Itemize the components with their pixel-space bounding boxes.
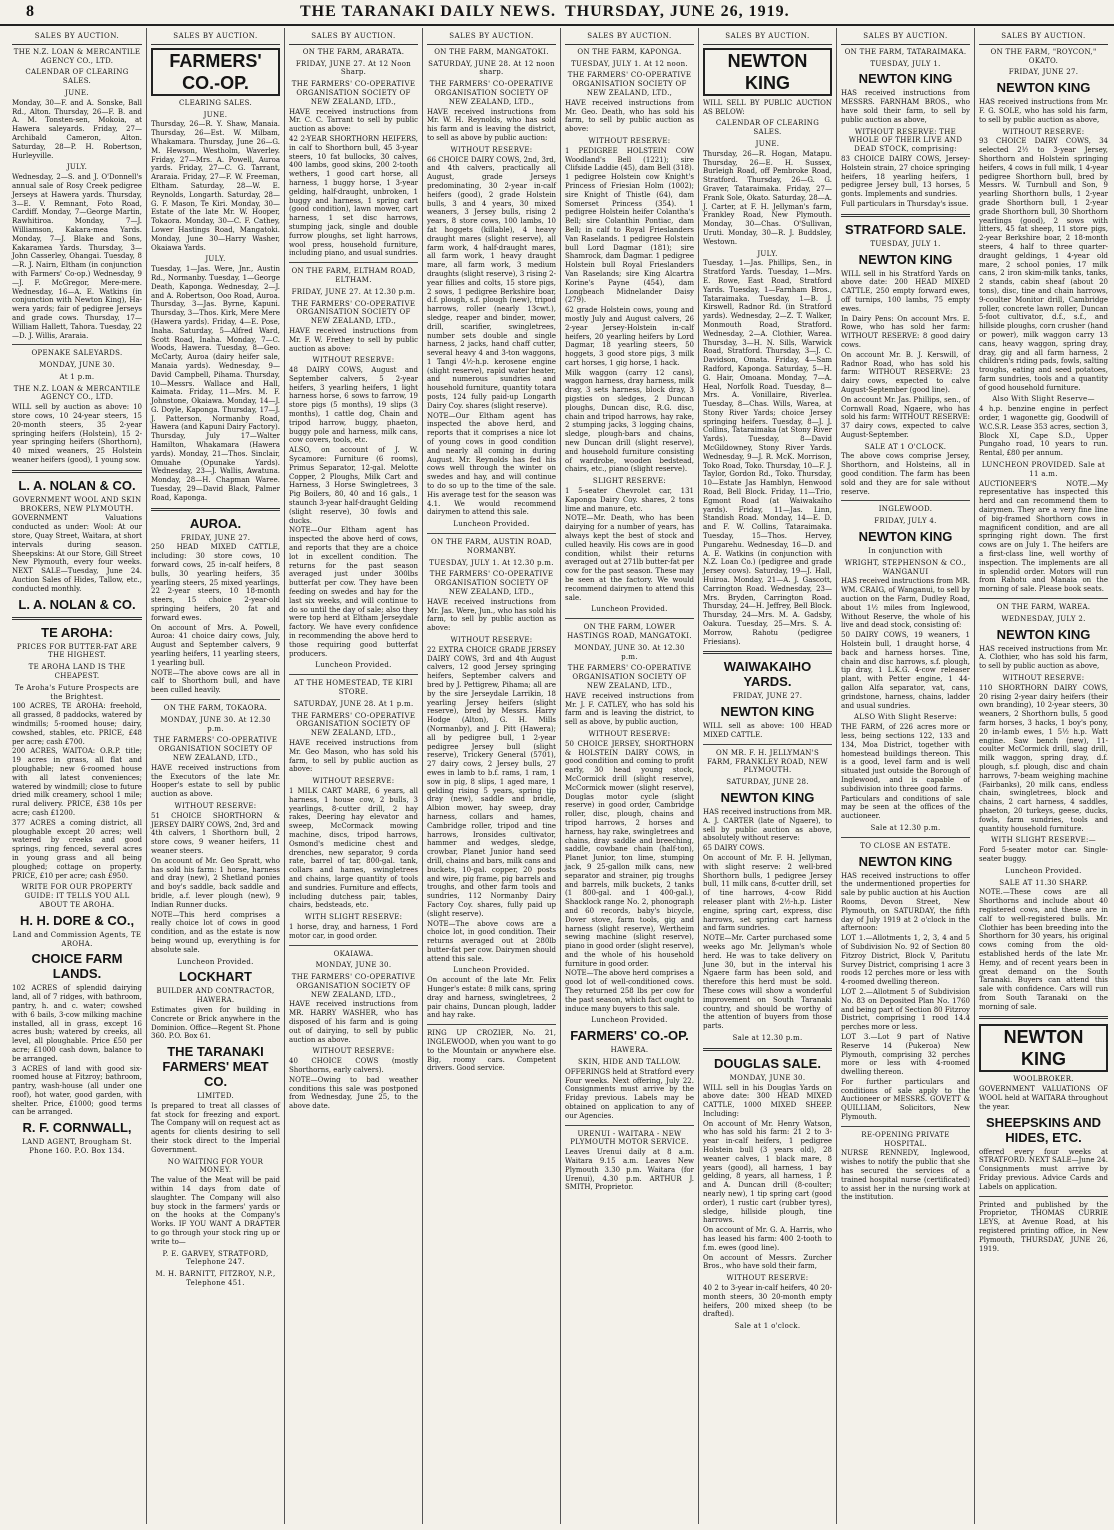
ad-body-text: offered every four weeks at STRATFORD. NEXT SALE—June 24. Consignments must arrive by Friday previous. Advice Cards and Labels on application. xyxy=(979,1147,1108,1191)
ad-subheading: Sale at 12.30 p.m. xyxy=(732,1033,803,1042)
ad-subheading: WITHOUT RESERVE: xyxy=(588,136,671,145)
ad-body-text: LOT 2.—Allotment 5 of Subdivision No. 83 on Deposited Plan No. 1760 and being part of Section 80 Fitzroy District, comprising 1 rood 14.4 perches more or less. xyxy=(841,987,970,1032)
ad-body-text: NOTE.—These cows are all Shorthorns and include about 40 registered cows, and these are in calf to well-registered bulls. Mr. Clothier has been breeding into the Shorthorn for 30 years, his original cows coming from the old-established herds of the late Mr. Hemy, and of recent years been in great demand on the South Taranaki. Buyers can attend this sale with confidence. Cars will run from South Taranaki on the morning of sale. xyxy=(979,888,1108,1011)
ad-subheading: JUNE. xyxy=(65,88,89,97)
column-header: SALES BY AUCTION. xyxy=(703,28,832,45)
divider xyxy=(979,1016,1108,1019)
ad-body-text: RING UP CROZIER, No. 21, INGLEWOOD, when you want to go to the Mountain or anywhere else. Big, roomy cars. Competent drivers. Good service. xyxy=(427,1029,556,1073)
ad-body-text: LOT 1.—Allotments 1, 2, 3, 4 and 5 of Subdivision No. 92 of Section 80 Fitzroy District, Block V, Paritutu Survey District, comprising 1 acre 3 roods 12 perches more or less with 4-roomed dwelling thereon. xyxy=(841,934,970,987)
ad-subheading: WOOLBROKER. xyxy=(1013,1075,1074,1084)
ad-body-text: Particulars and conditions of sale may be seen at the offices of the auctioneer. xyxy=(841,794,970,821)
ad-headline: DOUGLAS SALE. xyxy=(714,1055,821,1071)
ad-body-text: On account Mr. B. J. Kerswill, of Radnor Road, who has sold his farm: WITHOUT RESERVE: 23 dairy cows, expected to calve August-September (good line). xyxy=(841,350,970,394)
ad-subheading: FRIDAY, JUNE 27. xyxy=(1008,68,1079,77)
ad-subheading: TUESDAY, JULY 1. xyxy=(870,59,941,68)
column-header: SALES BY AUCTION. xyxy=(427,28,556,45)
ad-body-text: ALSO, on account of J. W. Sycamore: Furniture (6 rooms), Primus Separator, 12-gal. Melotte Copper, 2 Ploughs, Milk Cart and Harness, 3 Horse Swingletrees, 3 Pig Boilers, 80, 40 and 16 gals., 1 staunch 3-year half-draught Gelding (slight reserve), 30 fowls and ducks. xyxy=(289,446,418,525)
divider xyxy=(12,470,142,473)
ad-body-text: HAVE received instructions from Mr. Geo Mason, who has sold his farm, to sell by public auction as above: xyxy=(289,738,418,774)
ad-body-text: NOTE—Mr. Carter purchased some weeks ago Mr. Jellyman's whole herd. He was to take delivery on June 30, but in the interval his Ngaere farm has been sold, and therefore this herd must be sold. These cows will show a wonderful improvement on South Taranaki country, and should be worthy of the attention of buyers from those parts. xyxy=(703,934,832,1031)
ad-headline: FARMERS' CO.-OP. xyxy=(151,48,280,96)
ad-subheading: WITHOUT RESERVE: xyxy=(1002,674,1085,682)
ad-body-text: Full particulars in Thursday's issue. xyxy=(841,199,969,208)
ad-headline: L. A. NOLAN & CO. xyxy=(18,596,136,612)
ad-body-text: NOTE—Owing to bad weather conditions this sale was postponed from Wednesday, June 25, to the above date. xyxy=(289,1075,418,1111)
ad-subheading: JUNE. xyxy=(203,110,228,119)
ad-body-text: 83 CHOICE DAIRY COWS, Jersey-Holstein strain, 27 choice springing heifers, 18 yearling heifers, 1 pedigree Jersey bull, 13 horses, 5 gonts. Implements and sundries. xyxy=(841,154,970,199)
ad-subheading: SALE AT 11.30 SHARP. xyxy=(999,878,1088,887)
divider xyxy=(565,1125,694,1126)
ad-body-text: 377 ACRES a coming district, all ploughable except 20 acres; well watered by creeks and good springs, ring fenced, several acres in young grass and all being ploughed; cottage on property. PRICE, £10 per acre; cash £950. xyxy=(12,818,142,880)
ad-body-text: Is prepared to treat all classes of fat stock for freezing and export. The Company will on request act as agents for clients desiring to sell their stock direct to the Imperial Government. xyxy=(151,1101,280,1154)
ad-subheading: ON THE FARM, MANGATOKI. xyxy=(434,47,549,56)
ad-headline: NEWTON KING xyxy=(720,704,815,720)
ad-body-text: Tuesday, 1—Jas. Phillips, Sen., in Stratford Yards. Tuesday, 1—Mrs. E. Rowe, East Road, Stratford Yards. Tuesday, 1—Farnham Bros., Tataraimaka. Tuesday, 1—B. J. Kirswell, Radnor Rd. (in Stratford yards). Wednesday, 2—Z. T. Walker, Monmouth Road, Stratford. Wednesday, 2—A. Clothier, Warea. Thursday, 3—H. N. Sills, Warwick Road, Stratford. Thursday, 3—J. C. Davidson, Omata. Friday, 4—Sam Radford, Kaponga. Saturday, 5—H. G. Hair, Omoana. Monday, 7—A. Heal, Norfolk Road. Tuesday, 8—Mrs. A. Vonillaire, Riverlea. Tuesday, 8—Chas. Wills, Warea, at Stony River Yards; choice Jersey springing heifers. Tuesday, 8—J. J. Collins, Tataraimaka (at Stony River Yards). Tuesday, 8—David McGildowney, Stony River Yards. Wednesday, 9—J. R. McK. Morrison, Toko Road, Toko. Thursday, 10—F. J. Taylor, Gordon Rd., Toko. Thursday, 10—Estate Jas Hamblyn, Henwood Road, Bell Block. Friday, 11—Trio, Egmont Road (at Waiwakaiho yards). Friday, 11—Jas. Linn, Standish Road. Monday, 14—E. D. and F. W. Collins, Tataraimaka. Tuesday, 15—Thos. Hervey, Pungarehu. Wednesday, 16—D. and A. E. Watkins (in conjunction with N.Z. Loan Co.) (pedigree and grade Jersey cows). Saturday, 19—J. Hall, Huiroa. Monday, 21—A. J. Gascott, Carrington Road. Wednesday, 23—Mrs. Bryden, Carrington Road. Thursday, 24—H. Jeffrey, Bell Block. Thursday, 24—Mrs. M. A. Gadsby, Oakura. Tuesday, 25—Mrs. S. A. Morrow, Rahotu (pedigree Friesians). xyxy=(703,259,832,646)
ad-subheading: WRITE FOR OUR PROPERTY GUIDE: IT TELLS YOU ALL ABOUT TE AROHA. xyxy=(21,883,133,909)
column-3 xyxy=(284,28,422,1524)
ad-subheading: LUNCHEON PROVIDED. Sale at 11 a.m. xyxy=(981,461,1106,478)
ad-subheading: SATURDAY, JUNE 28. At 12 noon sharp. xyxy=(428,59,555,77)
ad-body-text: 50 CHOICE JERSEY, SHORTHORN & HOLSTEIN DAIRY COWS, in good condition and coming to profit early, 30 head young stock, McCormick drill (slight reserve), McCormick mower (slight reserve), Douglas motor cycle (slight reserve) in good order, Cambridge roller, disc, plough, chains and tripod harrows, 2 horses and harness, hay rake, swingletrees and chains, dray saddle and breeching, saddle, cowbane chain (half-ton), Planet Junior, ton lime, stumping jack, 9 25-gallon milk cans, new separator and strainer, pig troughs and barrels, milk buckets, 2 tanks (1 800-gal. and 1 400-gal.), Shacklock range No. 2, phonograph and 60 records, baby's bicycle, Dover stove, farm tools, gig and harness (slight reserve), Wertheim sewing machine (slight reserve), piano in good order (slight reserve), and the whole of his household furniture in good order. xyxy=(565,739,694,968)
ad-subheading: TUESDAY, JULY 1. xyxy=(870,239,941,248)
ad-headline: THE TARANAKI FARMERS' MEAT CO. xyxy=(162,1044,269,1090)
ad-subheading: MONDAY, JUNE 30. At 12.30 p.m. xyxy=(574,643,685,661)
ad-body-text: HAVE received instructions from Mr. J. F. CATLEY, who has sold his farm and is leaving the district, to sell as above, by public auction, xyxy=(565,691,694,727)
ad-subheading: WITHOUT RESERVE: xyxy=(312,356,395,365)
ad-body-text: HAS received instructions from MESSRS. FARNHAM BROS., who have sold their farm, to sell by public auction as above, xyxy=(841,89,970,124)
ad-subheading: ON THE FARM, KAPONGA. xyxy=(577,47,682,56)
ad-subheading: ON THE FARM, LOWER HASTINGS ROAD, MANGATOKI. xyxy=(567,623,692,640)
ad-subheading: WITHOUT RESERVE: THE WHOLE OF THEIR LIVE AND DEAD STOCK, comprising: xyxy=(848,127,963,154)
ad-subheading: AT THE HOMESTEAD, TE KIRI STORE. xyxy=(294,679,413,696)
ad-subheading: JUNE. xyxy=(755,139,780,148)
ad-body-text: 1 horse, dray, and harness, 1 Ford motor car, in good order. xyxy=(289,922,418,940)
ad-subheading: P. E. GARVEY, STRATFORD, Telephone 247. xyxy=(162,1249,269,1267)
ad-body-text: HAVE received instructions from Mr. F. W. Frethey to sell by public auction as above: xyxy=(289,326,418,353)
ad-subheading: SLIGHT RESERVE: xyxy=(592,477,667,486)
ad-body-text: HAVE received instructions from the Executors of the late Mr. Hooper's estate to sell by public auction as above. xyxy=(151,763,280,799)
ad-headline: NEWTON KING xyxy=(858,71,953,87)
ad-subheading: WITHOUT RESERVE: xyxy=(1002,127,1085,136)
ad-body-text: AUCTIONEER'S NOTE.—My representative has inspected this herd and can recommend them to dairymen. They are a very fine line of big-framed Shorthorn cows in magnificent condition, and are all springing right down. The first cows are on July 1. The heifers are a first-class line, well worthy of inspection. The implements are all in splendid order. Motors will run from Rahotu and Manaia on the morning of sale. Please book seats. xyxy=(979,479,1108,594)
ad-subheading: WITH SLIGHT RESERVE: xyxy=(304,913,403,922)
divider xyxy=(427,1024,556,1025)
ad-subheading: ON THE FARM, WAREA. xyxy=(996,603,1091,612)
column-1 xyxy=(8,28,146,1524)
ad-body-text: Printed and published by the Proprietor, THOMAS CURRIE LEYS, at Avenue Road, at his registered printing office, in New Plymouth, THURSDAY, JUNE 26, 1919. xyxy=(979,1200,1108,1253)
ad-body-text: Monday, 30—F. and A. Sonske, Ball Rd., Alton. Thursday, 26—F. B. and A. M. Tonsten-sen, Mokoia, at Hawera saleyards. Friday, 27—Archibald Cameron, Alton. Saturday, 28—P. H. Robertson, Hurleyville. xyxy=(12,98,142,160)
ad-body-text: On account of Mr. Geo Spratt, who has sold his farm: 1 horse, harness and dray (new), 2 Shetland ponies and boy's saddle, back saddle and bridle, a.f. lever plough (new), 9 Indian Runner ducks. xyxy=(151,856,280,909)
divider xyxy=(289,262,418,263)
ad-subheading: RE-OPENING PRIVATE HOSPITAL. xyxy=(861,1130,950,1148)
ad-body-text: 22 EXTRA CHOICE GRADE JERSEY DAIRY COWS, 3rd and 4th August calvers, 12 good Jersey springing heifers, September calvers and bred by J. Pettigrew, Pihama; all are by the sire Jerseydale Larrikin, 18 yearling Jersey heifers (slight reserve), bred by Messrs. Harry Hodge (Alton), G. H. Mills (Normanby), and J. Pitt (Hawera); all by pedigree bull, 1 2-year pedigree Jersey bull (slight reserve), Trickery General (5701), 27 dairy cows, 2 Jersey bulls, 27 ewes in lamb to b.f. rams, 1 ram, 1 sow in pig, 8 slips, 1 aged mare, 1 gelding rising 5 years, spring tip dray (new), saddle and bridle, Albion mower, hay sweep, dray harness, collars and hames, Cambridge roller, tripod and tine harrows, Ironsides cultivator, hammer and wedges, sledge, crowbar, Planet Junior hand seed drill, chains and bars, milk cans and buckets, 10-gal. copper, 20 posts and wire, pig frame, pig barrels and troughs, and other farm tools and sundries, 112 Normanby Dairy Factory Coy. shares, fully paid up (slight reserve). xyxy=(427,645,556,918)
ad-subheading: JULY. xyxy=(757,249,778,258)
ad-headline: L. A. NOLAN & CO. xyxy=(18,477,136,493)
ad-subheading: TO CLOSE AN ESTATE. xyxy=(860,841,951,850)
ad-subheading: WITHOUT RESERVE: xyxy=(450,145,533,154)
ad-body-text: 1 PEDIGREE HOLSTEIN COW Woodland's Bell (1221); sire Clifside Laddie (45), dam Bell (318). 1 pedigree Holstein cow Knight's Princess of Friesian Holm (1002); sire Knight of Thistle (64), dam Somerset Princess (354). 1 pedigree Holstein heifer Colantha's Bell; sire Colanthin Pontiac, dam Bell; in calf to Royal Frieslanders Van Raselands. 1 pedigree Holstein bull Lord Dagmar (181); sire Shamrock, dam Dagmar. 1 pedigree Holstein bull Royal Frieslanders Van Raselands; sire King Alcartra Korine's Payne (454), dam Longbeach Midnelander Daisy (279). xyxy=(565,146,694,305)
ad-body-text: 1 5-seater Chevrolet car, 131 Kaponga Dairy Coy. shares, 2 tons lime and manure, etc. xyxy=(565,487,694,513)
ad-subheading: ON THE FARM, ELTHAM ROAD, ELTHAM. xyxy=(291,267,416,284)
ad-body-text: 66 CHOICE DAIRY COWS, 2nd, 3rd, and 4th calvers, practically all August, grade Jerseys predominating, 30 2-year in-calf heifers (good), 2 grade Holstein bulls, 3 and 4 years, 30 mixed weaners, 3 Jersey bulls, rising 2 years, 8 store cows, 100 lambs, 10 fat hoggets (killable), 4 heavy draught mares (slight reserve), all farm work, 4 half-draught mares, all farm work, 1 heavy draught mare, all farm work, 3 medium draughts (slight reserve), 3 rising 2-year fillies and colts, 15 store pigs, 2 sows, 1 pedigree Berkshire boar, d.f. plough, s.f. plough (new), tripod harrows, roller (nearly 13cwt.), sledge, reaper and binder, mower, drill, scarifier, swingletrees, number sets double and single harness, 2 jacks, hand chaff cutter, several heavy 4 and 3-ton waggons, 1 Tangi 4½-h.p. kerosene engine (slight reserve), rapid water heater, and numerous sundries and household furniture, quantity totara posts, 124 fully paid-up Longarth Dairy Coy. shares (slight reserve). xyxy=(427,155,556,410)
ad-headline: CHOICE FARM LANDS. xyxy=(31,951,123,982)
ad-subheading: Te Aroha's Future Prospects are the Brightest. xyxy=(15,683,139,701)
ad-headline: TE AROHA: xyxy=(41,624,113,640)
column-2 xyxy=(146,28,284,1524)
ad-body-text: THE FARM, of 226 acres more or less, being sections 122, 133 and 134, Moa District, together with homestead buildings thereon. This is a good, level farm and is well situated just outside the Borough of Inglewood, and is capable of subdivision into three good farms. xyxy=(841,723,970,793)
ad-body-text: OFFERINGS held at Stratford every Four weeks. Next offering, July 22. Consignments must arrive by the Friday previous. Labels may be obtained on application to any of our Agencies. xyxy=(565,1067,694,1120)
ad-subheading: SATURDAY, JUNE 28. At 1 p.m. xyxy=(293,699,414,708)
ad-body-text: On account of Mr. G. A. Harris, who has leased his farm: 400 2-tooth to f.m. ewes (good line). xyxy=(703,1226,832,1252)
ad-subheading: THE FARMERS' CO-OPERATIVE ORGANISATION SOCIETY OF NEW ZEALAND, LTD., xyxy=(291,711,416,738)
ad-headline: NEWTON KING xyxy=(858,251,953,267)
ad-headline: NEWTON KING xyxy=(720,789,815,805)
ad-body-text: On account of Mr. F. H. Jellyman, with slight reserve: 2 well-bred Shorthorn bulls, 1 pedigree Jersey bull, 11 milk cans, 8-cutter drill, set of tine harrows, 4-cow Ridd releaser plant with 2½-h.p. Lister engine, spring cart, express, disc harrows, set spring cart harness and farm sundries. xyxy=(703,853,832,933)
ad-body-text: WILL SELL BY PUBLIC AUCTION AS BELOW: xyxy=(703,98,832,116)
ad-subheading: FRIDAY, JUNE 27. xyxy=(732,692,803,701)
ad-body-text: 51 CHOICE SHORTHORN & JERSEY DAIRY COWS, 2nd, 3rd and 4th calvers, 1 Shorthorn bull, 2 store cows, 9 weaner heifers, 11 weaner steers. xyxy=(151,811,280,855)
column-header: SALES BY AUCTION. xyxy=(289,28,418,45)
ad-subheading: CALENDAR OF CLEARING SALES. xyxy=(715,119,820,137)
ad-body-text: Milk waggon (carry 12 cans), waggon harness, dray harness, milk dray, 3 sets harness, block dray, 3 pigsties on sledges, 2 Duncan ploughs, Duncan disc, R.G. disc, chain and tripod harrows, hay rake, 2 stumping jacks, 3 logging chains, sledge, plough-bars and chains, new Duncan drill (slight reserve), and household furniture consisting of wardrobe, wooden bedstead, chairs, etc., piano (slight reserve). xyxy=(565,368,694,474)
ad-subheading: MONDAY, JUNE 30. At 12.30 p.m. xyxy=(160,715,271,733)
ad-subheading: WEDNESDAY, JULY 2. xyxy=(1001,614,1086,623)
ad-body-text: NOTE—The above herd comprises a good lot of well-conditioned cows. They returned 258 lbs per cow for the past season, which fact ought to induce many buyers to this sale. xyxy=(565,969,694,1013)
ad-body-text: HAS received instructions to offer the undermentioned properties for sale by public auction at his Auction Rooms, Devon Street, New Plymouth, on SATURDAY, the fifth day of July 1919 at 2 o'clock in the afternoon: xyxy=(841,871,970,933)
ad-subheading: ALSO With Slight Reserve: xyxy=(853,713,958,722)
ad-subheading: WITHOUT RESERVE: xyxy=(450,636,533,644)
ad-body-text: 62 grade Holstein cows, young and mostly July and August calvers, 26 2-year Jersey-Holstein in-calf heifers, 20 yearling heifers by Lord Dagmar, 18 yearling steers, 50 hoggets, 3 good store pigs, 3 milk cart horses, 1 gig horse, 1 hack. xyxy=(565,306,694,367)
ad-headline: STRATFORD SALE. xyxy=(844,221,967,237)
ad-subheading: THE FARMERS' CO-OPERATIVE ORGANISATION SOCIETY OF NEW ZEALAND, LTD., xyxy=(567,664,692,690)
ad-body-text: HAVE received instructions from MR. HARRY WASHER, who has disposed of his farm and is going out of dairying, to sell by public auction as above. xyxy=(289,1000,418,1044)
ad-subheading: URENUI - WAITARA - NEW PLYMOUTH MOTOR SERVICE. xyxy=(570,1129,689,1147)
ad-subheading: HAWERA. xyxy=(610,1046,649,1055)
divider xyxy=(841,1126,970,1127)
ad-subheading: SATURDAY, JUNE 28. xyxy=(726,778,809,787)
ad-body-text: 93 CHOICE DAIRY COWS, 34 selected 2½ to 3-year Jersey, Shorthorn and Holstein springing heifers, 4 cows in full milk, 1 4-year pedigree Shorthorn bull, bred by Messrs. W. Turnbull and Son, 9 yearling Shorthorn bulls, 1 2-year grade Shorthorn bull, 1 2-year grade Shorthorn bull, 30 Shorthorn yearlings (good), 2 sows with litters, 45 fat sheep, 11 store pigs, 2-year Berkshire boar, 2 18-month steers, 4 half to three quarter-draught geldings, 1 4-year old mare, 2 school ponies, 17 milk cans, 2 iron skim-milk tanks, tanks, 2 stands, cabin sheaf (about 20 tons), disc, tine and chain harrows, 9-coulter Monitor drill, Cambridge roller, concrete lawn roller, Duncan 5-foot cultivator, d.f., s.f., and hillside ploughs, corn crusher (hand or power), milk waggon carry 13 cans, heavy waggon, spring dray, dray, gig and all farm harness, 2 children's riding pads, fowls, salting troughs, eating and seed potatoes, farm sundries, tools and a quantity of good household furniture. xyxy=(979,137,1108,392)
ad-body-text: HAVE received instructions from Mr. W. H. Reynolds, who has sold his farm and is leaving the district, to sell as above by public auction: xyxy=(427,107,556,142)
ad-subheading: CLEARING SALES. xyxy=(178,98,253,107)
ad-headline: NEWTON KING xyxy=(858,853,953,869)
ad-body-text: WILL sell in his Douglas Yards on above date: 300 HEAD MIXED CATTLE, 1000 MIXED SHEEP. Including: xyxy=(703,1083,832,1118)
ad-body-text: HAVE received instructions from Mr. Jas. Were, Jun., who has sold his farm, to sell by public auction as above: xyxy=(427,597,556,633)
ad-subheading: In conjunction with xyxy=(868,547,943,556)
column-7 xyxy=(836,28,974,1524)
ad-subheading: WITHOUT RESERVE: xyxy=(726,1274,809,1283)
ad-subheading: BUILDER AND CONTRACTOR, HAWERA. xyxy=(156,987,275,1005)
ad-body-text: The above cows comprise Jersey, Shorthorn, and Holsteins, all in good condition. The farm has been sold and they are for sale without reserve. xyxy=(841,452,970,496)
ad-headline: NEWTON KING xyxy=(996,80,1091,96)
ad-body-text: Wednesday, 2—S. and J. O'Donnell's annual sale of Rosy Creek pedigree Jerseys at Hawera yards. Thursday, 3—E. V. Remnant, Foto Road, Cardiff. Monday, 7—George Martin, Rawhitiroa. Monday, 7—J. Williamson, Kakara-mea Yards. Monday, 7—J. Blake and Sons, Kakaramea Yards. Thursday, 3—John Casserley, Ohangai. Tuesday, 8—R. J. Nairn, Eltham (in conjunction with Farmers' Co-op.) Wednesday, 9—J. F. McGregor, Mere-mere. Wednesday, 16—A. E. Watkins (in conjunction with Newton King), Ha-wera yards; fair of pedigree Jerseys and grade cows. Thursday, 17—William Hallett, Tahora. Tuesday, 22—D. J. Willis, Araraia. xyxy=(12,173,142,340)
ad-subheading: TUESDAY, JULY 1. At 12 noon. xyxy=(571,59,688,68)
ad-subheading: Luncheon Provided. xyxy=(591,1016,668,1025)
divider xyxy=(841,214,970,217)
ad-subheading: ON THE FARM, AUSTIN ROAD, NORMANBY. xyxy=(430,538,553,555)
divider xyxy=(12,617,142,620)
ad-subheading: WITH SLIGHT RESERVE:— xyxy=(991,836,1096,845)
ad-body-text: Leaves Urenui daily at 8 a.m. Waitara 9.15 a.m. Leaves New Plymouth 3.30 p.m. Waitara (for Urenui), 4.30 p.m. ARTHUR J. SMITH, Proprietor. xyxy=(565,1148,694,1192)
ad-body-text: 48 DAIRY COWS, August and September calvers, 5 2-year heifers, 3 yearling heifers, 1 light harness horse, 6 sows to farrow, 19 store pigs (5 months), 19 slips (3 months), 1 cattle dog, Chain and tripod harrow, buggy, phaeton, buggy pole and harness, milk cans, cow covers, tools, etc. xyxy=(289,366,418,445)
ad-body-text: WILL sell in his Stratford Yards on above date: 200 HEAD MIXED CATTLE, 250 empty forward ewes, off turnips, 100 lambs, 75 empty ewes. xyxy=(841,269,970,313)
divider xyxy=(841,500,970,501)
ad-subheading: TUESDAY, JULY 1. At 12.30 p.m. xyxy=(429,558,554,567)
divider xyxy=(427,533,556,534)
divider xyxy=(841,837,970,838)
ad-body-text: NOTE—This herd comprises a really choice lot of cows in good condition, and as the estate is now being wound up, everything is for absolute sale. xyxy=(151,910,280,954)
ad-body-text: GOVERNMENT VALUATIONS OF WOOL held at WAITARA throughout the year. xyxy=(979,1085,1108,1111)
ad-body-text: On account Mr. Jas. Phillips, sen., of Cornwall Road, Ngaere, who has sold his farm: WITHOUT RESERVE: 37 dairy cows, expected to calve August-September. xyxy=(841,395,970,439)
ad-body-text: HAVE received instructions from Mr. Geo. Death, who has sold his farm, to sell by public auction as above: xyxy=(565,98,694,134)
ad-subheading: OKAIAWA. xyxy=(333,949,374,958)
column-6 xyxy=(698,28,836,1524)
ad-body-text: 42 2-YEAR SHORTHORN HEIFERS, in calf to Shorthorn bull, 45 3-year steers, 10 fat bullocks, 30 calves, 400 lambs, good skins, 200 2-tooth wethers, 1 good cart horse, all harness, 1 buggy horse, 1 3-year gelding, half-draught, unbroken, 1 buggy and harness, 1 spring cart (good condition), lawn mower, cart harness, 1 set disc harrows, stumping jack, single and double furrow ploughs, set light harrows, wool press, household furniture, including piano, and usual sundries. xyxy=(289,134,418,258)
ad-subheading: Luncheon Provided. xyxy=(1005,866,1082,875)
ad-body-text: 110 SHORTHORN DAIRY COWS, 20 rising 2-year dairy heifers (their own branding), 10 2-year steers, 30 weaners, 2 Shorthorn bulls, 5 good farm horses, 3 hacks, 1 boy's pony, 20 in-lamb ewes, 1 5½ h.p. Watt engine. Saw bench (new), 11-coulter McCormick drill, slag drill, milk waggon, spring dray, d.f. plough, s.f. plough, disc and chain harrows, 7-beam weighing machine (Fairbanks), 20 milk cans, endless chain, swingletrees, block and chains, 2 cart harness, 4 saddles, phaeton, 20 turkeys, geese, ducks, fowls, farm sundries, tools and quantity household furniture. xyxy=(979,683,1108,833)
ad-subheading: OPENAKE SALEYARDS. xyxy=(31,349,123,358)
ad-subheading: Sale at 1 o'clock. xyxy=(734,1322,801,1331)
divider xyxy=(703,1048,832,1051)
divider xyxy=(703,744,832,745)
ad-headline: NEWTON KING xyxy=(858,529,953,545)
ad-subheading: SKIN, HIDE AND TALLOW. xyxy=(578,1058,681,1067)
newspaper-title: THE TARANAKI DAILY NEWS. xyxy=(300,3,557,20)
column-4 xyxy=(422,28,560,1524)
ad-body-text: 40 2 to 3-year in-calf heifers, 40 20-month steers, 30 20-month empty heifers, 200 mixed sheep (to be drafted). xyxy=(703,1284,832,1319)
divider xyxy=(289,674,418,675)
ad-subheading: WITHOUT RESERVE: xyxy=(312,777,395,786)
ad-body-text: NURSE RENNEDY, Inglewood, wishes to notify the public that she has secured the services of a trained hospital nurse (certificated) to assist her in the nursing work at the institution. xyxy=(841,1149,970,1202)
ad-body-text: 102 ACRES of splendid dairying land, all of 7 ridges, with bathroom, pantry, h. and c. water; cowshed with 6 bails, 3-cow milking machine installed, all in grass, except 16 acres bush; watered by creeks, all level, all ploughable. Price £50 per acre; £1000 cash down, balance to be arranged. xyxy=(12,984,142,1063)
ad-body-text: HAS received instructions from Mr. A. Clothier, who has sold his farm, to sell by public auction as above, xyxy=(979,644,1108,671)
column-header: SALES BY AUCTION. xyxy=(151,28,280,45)
ad-body-text: The value of the Meat will be paid within 14 days from date of slaughter. The Company will also buy stock in the farmers' yards or on the hooks at the Company's Works. IF YOU WANT A DRAFTER to go through your stock ring up or write to— xyxy=(151,1176,280,1246)
ad-subheading: THE FARMERS' CO-OPERATIVE ORGANISATION SOCIETY OF NEW ZEALAND, LTD., xyxy=(429,80,554,106)
ad-body-text: Tuesday, 1—Jas. Were, Jnr., Austin Rd., Normanby. Tuesday, 1—George Death, Kaponga. Wednesday, 2—J. and A. Robertson, Ooo Road, Auroa. Thursday, 3—Jas. Byrne, Kapuni. Thursday, 3—Thos. Kirk, Mere Mere (Hawera yards). Friday, 4—E. Pose, Inaha. Saturday, 5—Alfred Ward, Scott Road, Inaha. Monday, 7—C. Woods, Hawera. Tuesday, 8—Geo. McCarty, Auroa (dairy heifer sale, Manaia yards). Wednesday, 9—David Campbell, Pihama. Thursday, 10—Messrs. Wallace and Hall, Kaimata. Friday, 11—Mrs. M. F. Johnstone, Okaiawa. Monday, 14—J. G. Doyle, Kaponga. Thursday, 17—J. J. Patterson, Normanby Road, Hawera (and Kapuni Dairy Factory). Thursday, July 17—Walter Hamilton, Whakamara (Hawera yards). Monday, 21—Thos. Sinclair, Omuahe (Opunake Yards). Wednesday, 23—J. Wallis, Awatuna. Monday, 28—H. Chapman Waree. Tuesday, 29—David Black, Palmer Road, Kaponga. xyxy=(151,265,280,502)
ad-body-text: NOTE—Our Eltham agent has inspected the above herd, and reports that it comprises a nice lot of young cows in good condition and nearly all coming in during August. Mr. Reynolds has fed his cows well through the winter on swedes and hay, and will continue to do so up to the time of the sale. His average test for the season was 4.1. We would recommend dairymen to attend this sale. xyxy=(427,411,556,517)
column-header: SALES BY AUCTION. xyxy=(979,28,1108,45)
ad-subheading: FRIDAY, JUNE 27. At 12.30 p.m. xyxy=(291,287,416,296)
ad-body-text: NOTE—Our Eltham agent has inspected the above herd of cows, and reports that they are a choice lot in excellent condition. The returns for the past season averaged just under 300lbs butterfat per cow. They have been feeding on swedes and hay for the last six weeks, and will continue to do so until the day of sale; also they were top herd at Eltham Jerseydale factory. We have every confidence in recommending the above herd to those requiring good butterfat producers. xyxy=(289,526,418,658)
ad-subheading: Luncheon Provided. xyxy=(591,605,668,614)
ad-body-text: HAS received instructions from MR. WM. CRAIG, of Wanganui, to sell by auction on the Farm, Dudley Road, about 1½ miles from Inglewood, Without Reserve, the whole of his live and dead stock, consisting of: xyxy=(841,577,970,630)
ad-body-text: HAS received instructions from MR. A. J. CARTER (late of Ngaere), to sell by public auction as above, absolutely without reserve: xyxy=(703,807,832,843)
ad-body-text: HAS received instructions from Mr. F. G. SOLE, who has sold his farm, to sell by public auction as above, xyxy=(979,98,1108,124)
ad-subheading: SALE AT 1 O'CLOCK. xyxy=(864,442,947,451)
ad-body-text: HAVE received instructions from Mr. C. C. Tarrant to sell by public auction as above: xyxy=(289,107,418,134)
ad-body-text: WILL sell by auction as above: 10 store cows, 10 24-year steers, 15 20-month steers, 35 2-year springing heifers (Holstein), 15 2-year springing heifers (Shorthorn), 40 mixed weaners, 25 Holstein weaner heifers (good), 1 young sow. xyxy=(12,403,142,465)
advertisement-columns xyxy=(8,28,1112,1526)
ad-body-text: NOTE—Mr. Death, who has been dairying for a number of years, has always kept the best of stock and culled heavily. His cows are in good condition, whilst their returns averaged out at 271lb butter-fat per cow for the past season. These may be seen at the factory. We would recommend dairymen to attend this sale. xyxy=(565,514,694,602)
divider xyxy=(979,598,1108,599)
ad-subheading: WITHOUT RESERVE: xyxy=(312,1047,395,1056)
ad-body-text: In Dairy Pens: On account Mrs. E. Rowe, who has sold her farm: WITHOUT RESERVE: 8 good dairy cows. xyxy=(841,314,970,349)
ad-body-text: 65 DAIRY COWS. xyxy=(703,844,765,853)
ad-headline: WAIWAKAIHO YARDS. xyxy=(723,659,812,690)
ad-subheading: ON THE FARM, ARARATA. xyxy=(302,47,405,56)
ad-headline: NEWTON KING xyxy=(979,1024,1108,1072)
ad-headline: LOCKHART xyxy=(179,969,252,985)
ad-subheading: MONDAY, JUNE 30. xyxy=(39,361,115,370)
ad-subheading: Luncheon Provided. xyxy=(453,966,530,975)
column-5 xyxy=(560,28,698,1524)
ad-subheading: FRIDAY, JULY 4. xyxy=(874,517,937,526)
ad-subheading: At 1 p.m. xyxy=(59,372,95,381)
ad-body-text: 4 h.p. benzine engine in perfect order, 1 wagonette gig, Goodwill of W.C.S.R. Lease 353 acres, section 3, Block XI, Cape S.D., Upper Pungaho road, 10 years to run. Rental, £80 per annum. xyxy=(979,405,1108,458)
column-8 xyxy=(974,28,1112,1524)
ad-body-text: 3 ACRES of land with good six-roomed house at Fitzroy; bathroom, pantry, wash-house (all under one roof), hot water, good garden, with shelter. Price, £1000; good terms can be arranged. xyxy=(12,1064,142,1117)
ad-subheading: JULY. xyxy=(205,255,226,264)
column-header: SALES BY AUCTION. xyxy=(841,28,970,45)
ad-body-text: On account of Messrs. Zurcher Bros., who have sold their farm, xyxy=(703,1253,832,1271)
divider xyxy=(12,344,142,345)
ad-subheading: Luncheon Provided. xyxy=(177,957,254,966)
ad-body-text: 200 ACRES, WAITOA: O.R.P. title; 19 acres in grass, all flat and ploughable; new 6-roomed house with all latest conveniences; watered by windmill; close to future dried milk creamery, school 1 mile; rural delivery. PRICE, £38 10s per acre; cash £1200. xyxy=(12,747,142,817)
ad-subheading: MONDAY, JUNE 30. xyxy=(729,1073,806,1082)
ad-subheading: LIMITED. xyxy=(196,1092,235,1101)
ad-body-text: Estimates given for building in Concrete or Brick anywhere in the Dominion. Office—Regent St. Phone 360. P.O. Box 61. xyxy=(151,1005,280,1041)
ad-subheading: ON THE FARM, TOKAORA. xyxy=(163,704,268,712)
divider xyxy=(979,1196,1108,1197)
ad-subheading: TE AROHA LAND IS THE CHEAPEST. xyxy=(28,663,126,681)
ad-subheading: PRICES FOR BUTTER-FAT ARE THE HIGHEST. xyxy=(16,642,138,660)
ad-body-text: 100 ACRES, TE AROHA: freehold, all grassed, 8 paddocks, watered by windmills; 5-roomed house; dairy, cowshed, stables, etc. PRICE, £48 per acre; cash £700. xyxy=(12,702,142,746)
issue-date: THURSDAY, JUNE 26, 1919. xyxy=(565,3,790,20)
ad-headline: R. F. CORNWALL, xyxy=(22,1120,132,1136)
ad-headline: SHEEPSKINS AND HIDES, ETC. xyxy=(985,1114,1102,1145)
ad-body-text: On account of Mrs. A. Powell, Auroa: 41 choice dairy cows, July, August and September calvers, 9 yearling heifers, 11 yearling steers, 1 yearling bull. xyxy=(151,623,280,667)
ad-body-text: LOT 3.—Lot 9 part of Native Reserve 14 (Pukeroa) New Plymouth, comprising 32 perches more or less with 4-roomed dwelling thereon. xyxy=(841,1032,970,1077)
ad-body-text: 40 CHOICE COWS (mostly Shorthorns, early calvers). xyxy=(289,1057,418,1075)
divider xyxy=(289,945,418,946)
masthead xyxy=(0,0,1114,26)
page-number: 8 xyxy=(26,3,34,20)
ad-headline: H. H. DORE & CO., xyxy=(19,912,135,928)
ad-headline: AUROA. xyxy=(189,515,242,531)
ad-body-text: Ford 5-seater motor car. Single-seater buggy. xyxy=(979,846,1108,863)
ad-subheading: CALENDAR OF CLEARING SALES. xyxy=(25,68,129,86)
ad-subheading: INGLEWOOD. xyxy=(878,505,933,514)
ad-body-text: 1 MILK CART MARE, 6 years, all harness, 1 house cow, 2 bulls, 3 yearlings, 8-cutter drill, 2 hay rakes, Deering hay elevator and sweep, McCormack mowing machine, discs, tripod harrows, Osmond's medicine chest and drenches, new separator, 9 corda rate, barrel of tar, 800-gal. tank, collars and hames, swingletrees and chains, large quantity of tools and sundries. Furniture and effects, including dutchess pair, tables, chairs, bedsteads, etc. xyxy=(289,786,418,910)
column-header: SALES BY AUCTION. xyxy=(12,28,142,45)
ad-body-text: On account of Mr. Henry Watson, who has sold his farm: 21 2 to 3-year in-calf heifers, 1 pedigree Holstein bull (3 years old), 28 weaner calves, 1 black mare, 8 years (good), all harness, 1 bay gelding, 8 years, all harness, 1 P. and A. Duncan drill (8-coulter; nearly new), 1 tip spring cart (good order), 1 rustic cart (rubber tyres), sledge, hillside plough, tine harrows. xyxy=(703,1119,832,1225)
ad-subheading: M. H. BARNITT, FITZROY, N.P., Telephone 451. xyxy=(155,1270,276,1288)
ad-body-text: For further particulars and conditions of sale apply to the Auctioneer or MESSRS. GOVETT & QUILLIAM, Solicitors, New Plymouth. xyxy=(841,1077,970,1122)
divider xyxy=(151,699,280,700)
ad-subheading: Land and Commission Agents, TE AROHA. xyxy=(12,930,142,948)
ad-subheading: JULY. xyxy=(66,163,88,172)
ad-headline: NEWTON KING xyxy=(703,48,832,96)
ad-subheading: Sale at 12.30 p.m. xyxy=(870,823,941,832)
ad-subheading: MONDAY, JUNE 30. xyxy=(315,961,392,970)
ad-subheading: LAND AGENT, Brougham St. Phone 160. P.O. Box 134. xyxy=(22,1138,132,1156)
ad-subheading: ON MR. F. H. JELLYMAN'S FARM, FRANKLEY ROAD, NEW PLYMOUTH. xyxy=(707,748,828,775)
ad-headline: FARMERS' CO.-OP. xyxy=(570,1028,689,1044)
ad-body-text: WILL sell as above: 100 HEAD MIXED CATTLE. xyxy=(703,722,832,739)
ad-subheading: WITHOUT RESERVE: xyxy=(174,801,257,810)
column-header: SALES BY AUCTION. xyxy=(565,28,694,45)
ad-body-text: Thursday, 26—R. Y. Shaw, Manaia. Thursday, 26—Est. W. Milbam, Whakamara. Thursday, June 26—G. M. Hewson, Westholm, Waverley. Friday, 27—Mrs. A. Powell, Auroa yards. Friday, 27—C. G. Tarrant, Araraia. Friday, 27—F. W. Freeman, Eltham. Saturday, 28—W. E. Reynolds, Longarth. Saturday, 28—G. F. Mason, Te Kiri. Monday, 30—Estate of the late Mr. W. Hooper, Tokaora. Monday, 30—C. F. Cathey, Lower Hastings Road, Mangatoki. Monday, June 30—Harry Washer, Okaiawa Yards. xyxy=(151,120,280,252)
ad-subheading: THE FARMERS' CO-OPERATIVE ORGANISATION SOCIETY OF NEW ZEALAND, LTD., xyxy=(291,299,416,326)
ad-subheading: GOVERNMENT WOOL AND SKIN BROKERS, NEW PLYMOUTH. xyxy=(12,495,142,513)
ad-subheading: ON THE FARM, TATARAIMAKA. xyxy=(844,47,967,56)
ad-subheading: FRIDAY, JUNE 27. At 12 Noon Sharp. xyxy=(295,59,412,77)
ad-subheading: THE FARMERS' CO-OPERATIVE ORGANISATION SOCIETY OF NEW ZEALAND, LTD., xyxy=(291,80,416,106)
ad-subheading: Luncheon Provided. xyxy=(453,520,530,529)
divider xyxy=(151,508,280,511)
ad-subheading: THE FARMERS' CO-OPERATIVE ORGANISATION SOCIETY OF NEW ZEALAND, LTD., xyxy=(291,973,416,999)
ad-subheading: WITHOUT RESERVE: xyxy=(588,729,671,738)
divider xyxy=(565,618,694,619)
ad-subheading: WRIGHT, STEPHENSON & CO., WANGANUI xyxy=(844,558,967,576)
ad-body-text: Thursday, 26—R. Hogan, Matapu. Thursday, 26—E. H. Sussex, Burleigh Road, off Pembroke Road, Stratford. Thursday, 26—G. G. Graver, Tataraimaka. Friday, 27—Frank Sole, Okato. Saturday, 28—A. J. Carter, at F. H. Jellyman's farm, Frankley Road, New Plymouth. Monday, 30—Chas. O'Sullivan, Uruti. Monday, 30—R. J. Buddsley, Westown. xyxy=(703,149,832,246)
ad-body-text: NOTE—The above cows are a choice lot, in good condition. Their returns averaged out at 280lb butter-fat per cow. Dairymen should attend this sale. xyxy=(427,919,556,963)
ad-subheading: Luncheon Provided. xyxy=(315,661,392,670)
ad-subheading: ON THE FARM, "ROYCON," OKATO. xyxy=(990,47,1097,65)
ad-subheading: THE FARMERS' CO-OPERATIVE ORGANISATION SOCIETY OF NEW ZEALAND, LTD., xyxy=(153,736,278,762)
ad-subheading: Also With Slight Reserve— xyxy=(992,395,1095,404)
ad-body-text: On account of the late Mr. Felix Hunger's estate: 8 milk cans, spring dray and harness, swingletrees, 2 pair chains, Duncan plough, ladder and hay rake. xyxy=(427,976,556,1020)
ad-body-text: NOTE—The above cows are all in calf to Shorthorn bull, and have been culled heavily. xyxy=(151,668,280,695)
ad-subheading: FRIDAY, JUNE 27. xyxy=(180,533,251,542)
ad-subheading: NO WAITING FOR YOUR MONEY. xyxy=(167,1157,264,1175)
divider xyxy=(703,651,832,654)
ad-subheading: THE N.Z. LOAN & MERCANTILE AGENCY CO., LTD. xyxy=(13,47,141,65)
ad-body-text: 250 HEAD MIXED CATTLE, including: 30 store cows, 10 forward cows, 25 in-calf heifers, 8 bulls, 30 yearling heifers, 35 yearling steers, 25 mixed yearlings, 22 2-year steers, 10 18-month steers, 15 choice 2-year-old springing heifers, 20 fat and forward ewes. xyxy=(151,543,280,622)
ad-subheading: THE FARMERS' CO-OPERATIVE ORGANISATION SOCIETY OF NEW ZEALAND, LTD., xyxy=(429,570,554,597)
ad-subheading: THE N.Z. LOAN & MERCANTILE AGENCY CO., LTD. xyxy=(13,384,141,402)
ad-subheading: THE FARMERS' CO-OPERATIVE ORGANISATION SOCIETY OF NEW ZEALAND, LTD., xyxy=(567,71,692,97)
ad-body-text: 50 DAIRY COWS, 19 weaners, 1 Holstein bull, 1 draught horse, 4 back and harness horses. Tine, chain and disc harrows, s.f. plough, tip dray, 1 L.K.G. 4-cow releaser plant, with Petter engine, 1 44-gallon Alfa separator, vat, cans, grindstone, harness, chains, ladder and usual sundries. xyxy=(841,631,970,710)
ad-body-text: GOVERNMENT Valuations conducted as under: Wool: At our store, Quay Street, Waitara, at short intervals during season. Sheepskins: At our Store, Gill Street New Plymouth, every four weeks. NEXT SALE—Tuesday, June 24. Auction Sales of Hides, Tallow, etc., conducted monthly. xyxy=(12,514,142,593)
ad-headline: NEWTON KING xyxy=(996,626,1091,642)
